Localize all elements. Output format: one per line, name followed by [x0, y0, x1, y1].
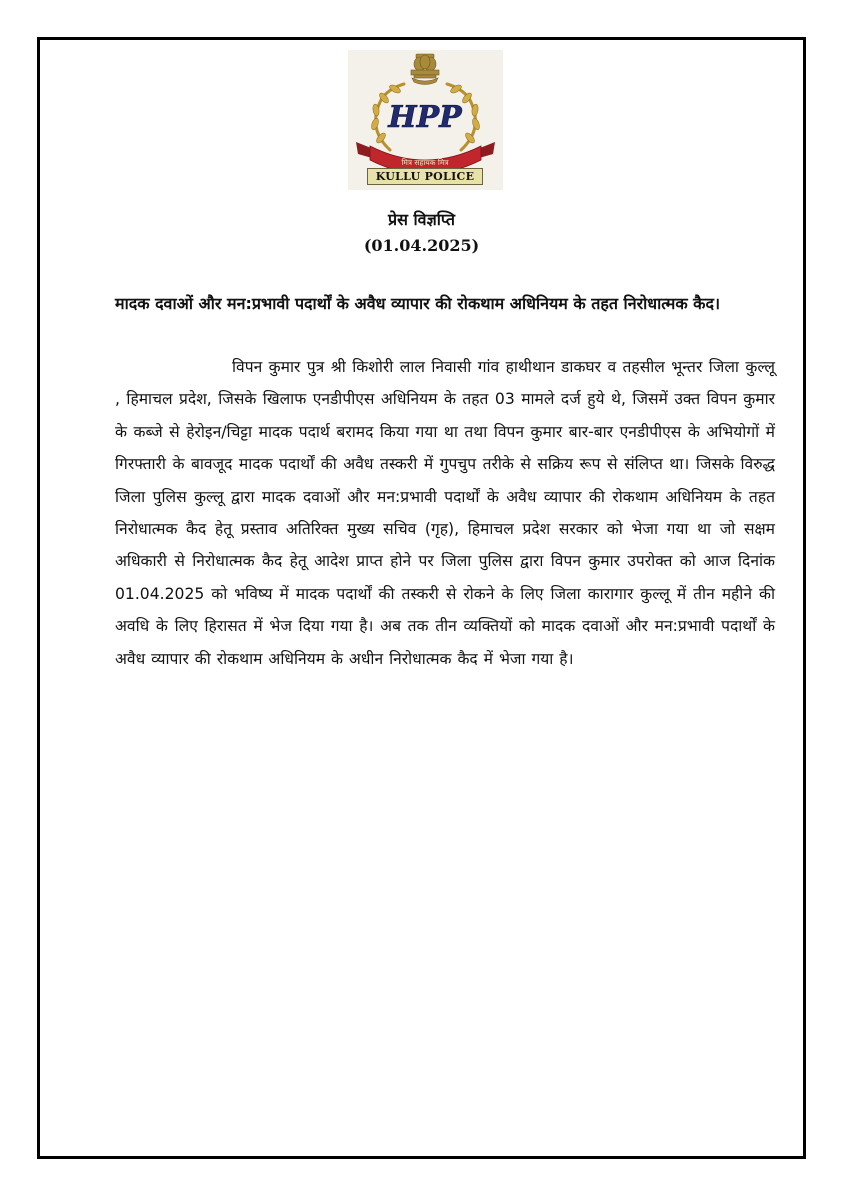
press-release-body: विपन कुमार पुत्र श्री किशोरी लाल निवासी गांव हाथीथान डाकघर व तहसील भून्तर जिला कुल्लू , हिमाचल प्रदेश, जिसके खिलाफ एनडीपीएस अधिनियम के तहत 03 मामले दर्ज हुये थे, जिसमें उक्त विपन कुमार के कब्जे से हेरोइन/चिट्टा मादक पदार्थ बरामद किया गया था तथा विपन कुमार बार-बार एनडीपीएस के अभियोगों में गिरफ्तारी के बावजूद मादक पदार्थों की अवैध तस्करी में गुपचुप तरीके से सक्रिय रूप से संलिप्त था। जिसके विरुद्ध जिला पुलिस कुल्लू द्वारा मादक दवाओं और मन:प्रभावी पदार्थों के अवैध व्यापार की रोकथाम अधिनियम के तहत निरोधात्मक कैद हेतू प्रस्ताव अतिरिक्त मुख्य सचिव (गृह), हिमाचल प्रदेश सरकार को भेजा गया था जो सक्षम अधिकारी से निरोधात्मक कैद हेतू आदेश प्राप्त होने पर जिला पुलिस द्वारा विपन कुमार उपरोक्त को आज दिनांक 01.04.2025 को भविष्य में मादक पदार्थों की तस्करी से रोकने के लिए जिला कारागार कुल्लू में तीन महीने की अवधि के लिए हिरासत में भेज दिया गया है। अब तक तीन व्यक्तियों को मादक दवाओं और मन:प्रभावी पदार्थों के अवैध व्यापार की रोकथाम अधिनियम के अधीन निरोधात्मक कैद में भेजा गया है।	[115, 358, 775, 668]
kullu-police-plate: KULLU POLICE	[367, 168, 483, 185]
document-frame	[37, 37, 806, 1159]
ribbon-motto: मित्र सहायक मित्र	[401, 158, 449, 167]
police-logo	[348, 50, 503, 190]
press-release-headline: मादक दवाओं और मन:प्रभावी पदार्थों के अवैध व्यापार की रोकथाम अधिनियम के तहत निरोधात्मक कैद।	[115, 294, 721, 313]
hpp-lettering: HPP	[388, 100, 462, 135]
press-release-date: (01.04.2025)	[363, 236, 480, 255]
press-release-title: प्रेस विज्ञप्ति	[388, 210, 455, 229]
